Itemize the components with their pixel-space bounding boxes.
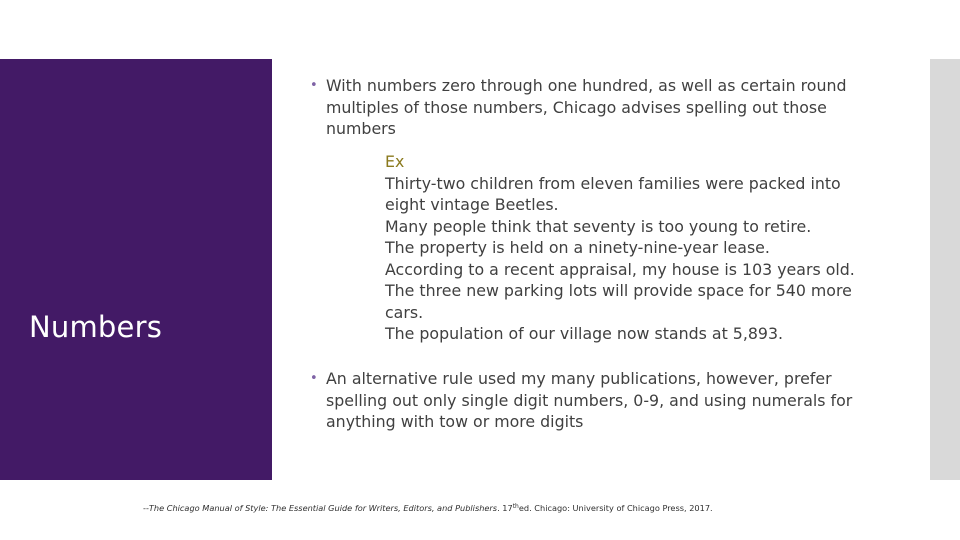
bullet-text: With numbers zero through one hundred, as well as certain round multiples of those numbers, Chicago advises spelling out those numbers [326,76,847,138]
slide-title: Numbers [29,310,163,344]
bullet-text: An alternative rule used my many publications, however, prefer spelling out only single digit numbers, 0-9, and using numerals for anything with tow or more digits [326,369,853,431]
citation [143,503,713,513]
citation-edition: . 17 [497,503,513,513]
title-panel [0,59,272,480]
citation-rest: ed. Chicago: University of Chicago Press, 2017. [518,503,713,513]
example-line: Thirty-two children from eleven families were packed into eight vintage Beetles. [385,173,841,214]
examples-block [385,151,885,345]
bullet-item [310,368,886,433]
bullet-dot-icon: • [310,78,318,93]
examples-label: Ex [385,152,405,171]
example-line: According to a recent appraisal, my house is 103 years old. [385,259,855,279]
example-line: Many people think that seventy is too young to retire. [385,216,812,236]
citation-prefix: -- [143,503,149,513]
citation-title: The Chicago Manual of Style: The Essential Guide for Writers, Editors, and Publishers [148,503,498,513]
example-line: The three new parking lots will provide space for 540 more cars. [385,281,852,322]
side-strip [930,59,960,480]
example-line: The property is held on a ninety-nine-year lease. [385,238,770,257]
bullet-item [310,75,886,140]
citation-edition-sup: th [512,503,519,510]
bullet-dot-icon: • [310,371,318,386]
example-line: The population of our village now stands at 5,893. [385,324,784,343]
